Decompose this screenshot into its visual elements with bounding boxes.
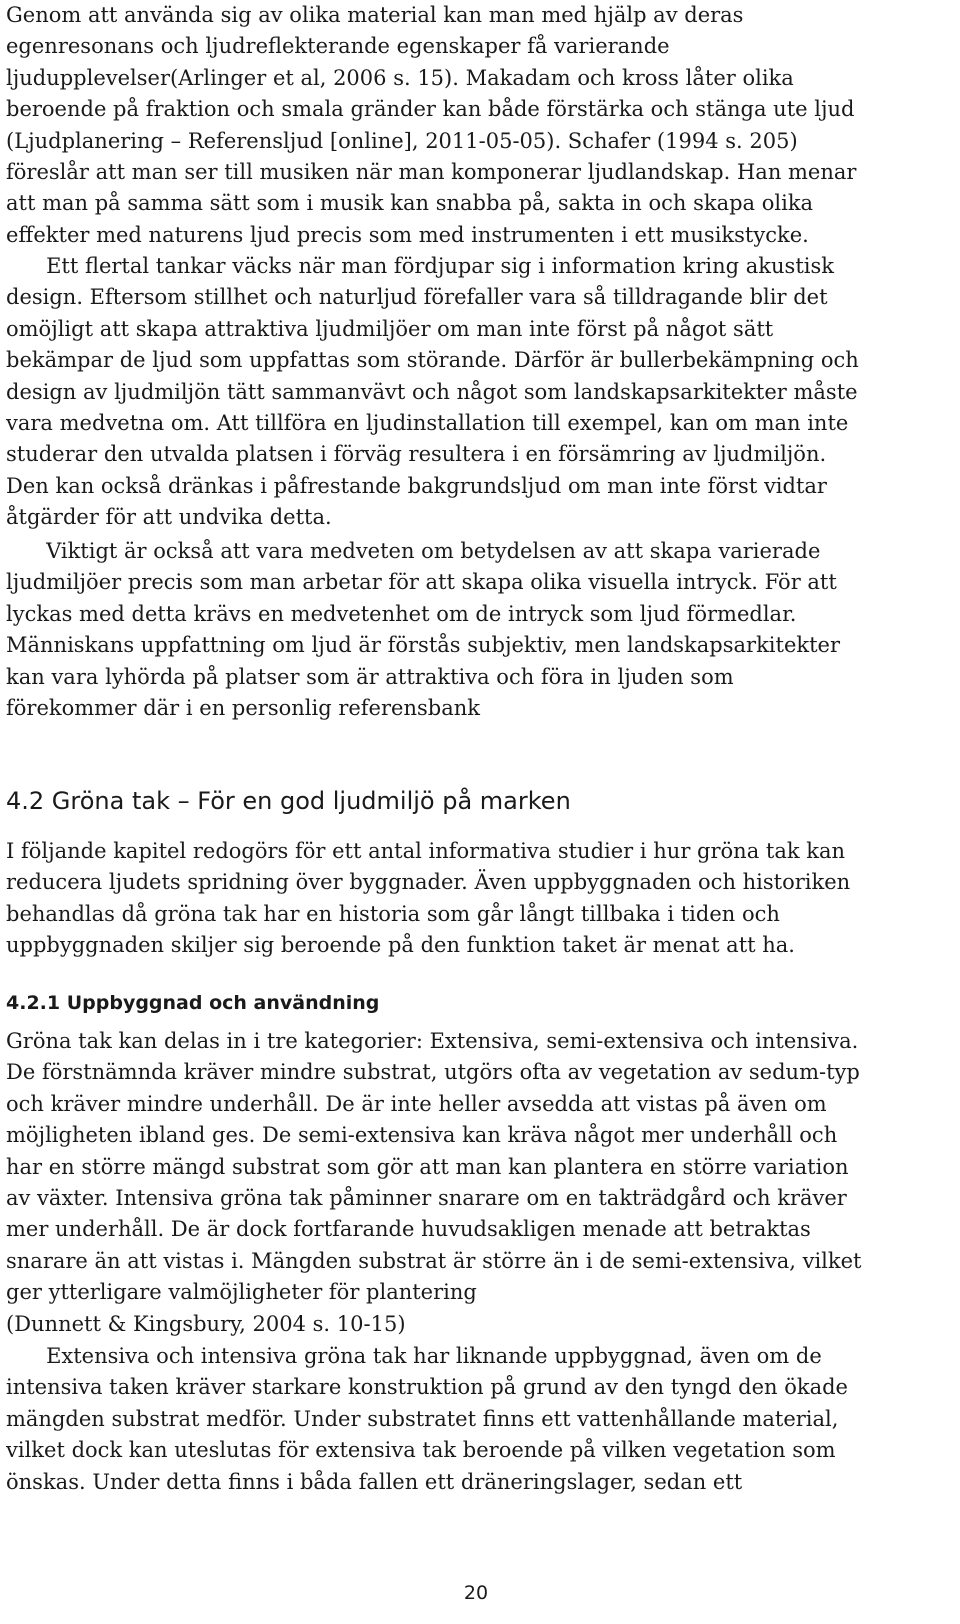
text-line: mer underhåll. De är dock fortfarande huvudsakligen menade att betraktas xyxy=(6,1217,811,1242)
text-line: Viktigt är också att vara medveten om betydelsen av att skapa varierade xyxy=(6,539,821,563)
text-line: vilket dock kan uteslutas för extensiva tak beroende på vilken vegetation som xyxy=(6,1438,836,1463)
paragraph-6 xyxy=(6,1341,848,1498)
text-line: behandlas då gröna tak har en historia som går långt tillbaka i tiden och xyxy=(6,901,780,926)
page-number: 20 xyxy=(463,1582,489,1604)
text-line: åtgärder för att undvika detta. xyxy=(6,505,332,530)
text-line: beroende på fraktion och smala gränder kan både förstärka och stänga ute ljud xyxy=(6,97,855,122)
subsection-heading-4-2-1: 4.2.1 Uppbyggnad och användning xyxy=(6,992,380,1014)
text-line: I följande kapitel redogörs för ett antal informativa studier i hur gröna tak kan xyxy=(6,839,846,863)
text-line: intensiva taken kräver starkare konstruktion på grund av den tyngd den ökade xyxy=(6,1375,848,1400)
text-line: Gröna tak kan delas in i tre kategorier: Extensiva, semi-extensiva och intensiva. xyxy=(6,1029,859,1053)
paragraph-4 xyxy=(6,836,850,962)
paragraph-5 xyxy=(6,1026,861,1340)
paragraph-3 xyxy=(6,536,840,724)
text-line: De förstnämnda kräver mindre substrat, utgörs ofta av vegetation av sedum-typ xyxy=(6,1060,860,1085)
text-line: effekter med naturens ljud precis som med instrumenten i ett musikstycke. xyxy=(6,222,809,247)
text-line: studerar den utvalda platsen i förväg resultera i en försämring av ljudmiljön. xyxy=(6,442,827,467)
text-line: av växter. Intensiva gröna tak påminner snarare om en takträdgård och kräver xyxy=(6,1186,847,1211)
text-line: bekämpar de ljud som uppfattas som störande. Därför är bullerbekämpning och xyxy=(6,348,859,373)
text-line: egenresonans och ljudreflekterande egenskaper få varierande xyxy=(6,34,670,59)
text-line: mängden substrat medför. Under substratet finns ett vattenhållande material, xyxy=(6,1406,839,1431)
text-line: reducera ljudets spridning över byggnader. Även uppbyggnaden och historiken xyxy=(6,870,851,895)
paragraph-2 xyxy=(6,251,859,534)
text-line: föreslår att man ser till musiken när man komponerar ljudlandskap. Han menar xyxy=(6,160,857,185)
text-line: omöjligt att skapa attraktiva ljudmiljöer om man inte först på något sätt xyxy=(6,316,774,341)
text-line: och kräver mindre underhåll. De är inte heller avsedda att vistas på även om xyxy=(6,1091,827,1116)
text-line: (Dunnett & Kingsbury, 2004 s. 10-15) xyxy=(6,1311,406,1336)
text-line: kan vara lyhörda på platser som är attraktiva och föra in ljuden som xyxy=(6,664,734,689)
text-line: design. Eftersom stillhet och naturljud förefaller vara så tilldragande blir det xyxy=(6,285,828,310)
text-line: ger ytterligare valmöjligheter för plantering xyxy=(6,1280,477,1305)
text-line: möjligheten ibland ges. De semi-extensiva kan kräva något mer underhåll och xyxy=(6,1123,838,1148)
text-line: önskas. Under detta finns i båda fallen ett dräneringslager, sedan ett xyxy=(6,1469,743,1494)
text-line: Den kan också dränkas i påfrestande bakgrundsljud om man inte först vidtar xyxy=(6,473,827,498)
text-line: Extensiva och intensiva gröna tak har liknande uppbyggnad, även om de xyxy=(6,1344,822,1368)
text-line: (Ljudplanering – Referensljud [online], 2011-05-05). Schafer (1994 s. 205) xyxy=(6,128,798,153)
text-line: uppbyggnaden skiljer sig beroende på den funktion taket är menat att ha. xyxy=(6,933,795,958)
text-line: Människans uppfattning om ljud är förstås subjektiv, men landskapsarkitekter xyxy=(6,633,841,658)
text-line: ljudupplevelser(Arlinger et al, 2006 s. 15). Makadam och kross låter olika xyxy=(6,65,794,90)
text-line: Genom att använda sig av olika material kan man med hjälp av deras xyxy=(6,3,744,27)
text-line: vara medvetna om. Att tillföra en ljudinstallation till exempel, kan om man inte xyxy=(6,411,849,436)
text-line: ljudmiljöer precis som man arbetar för att skapa olika visuella intryck. För att xyxy=(6,570,837,595)
text-line: Ett flertal tankar väcks när man fördjupar sig i information kring akustisk xyxy=(6,254,834,278)
text-line: att man på samma sätt som i musik kan snabba på, sakta in och skapa olika xyxy=(6,191,814,216)
text-line: har en större mängd substrat som gör att man kan plantera en större variation xyxy=(6,1154,849,1179)
paragraph-1 xyxy=(6,0,856,251)
text-line: snarare än att vistas i. Mängden substrat är större än i de semi-extensiva, vilket xyxy=(6,1248,862,1273)
text-line: lyckas med detta krävs en medvetenhet om de intryck som ljud förmedlar. xyxy=(6,601,797,626)
text-line: design av ljudmiljön tätt sammanvävt och något som landskapsarkitekter måste xyxy=(6,379,858,404)
text-line: förekommer där i en personlig referensbank xyxy=(6,696,480,721)
section-heading-4-2: 4.2 Gröna tak – För en god ljudmiljö på marken xyxy=(6,787,571,815)
